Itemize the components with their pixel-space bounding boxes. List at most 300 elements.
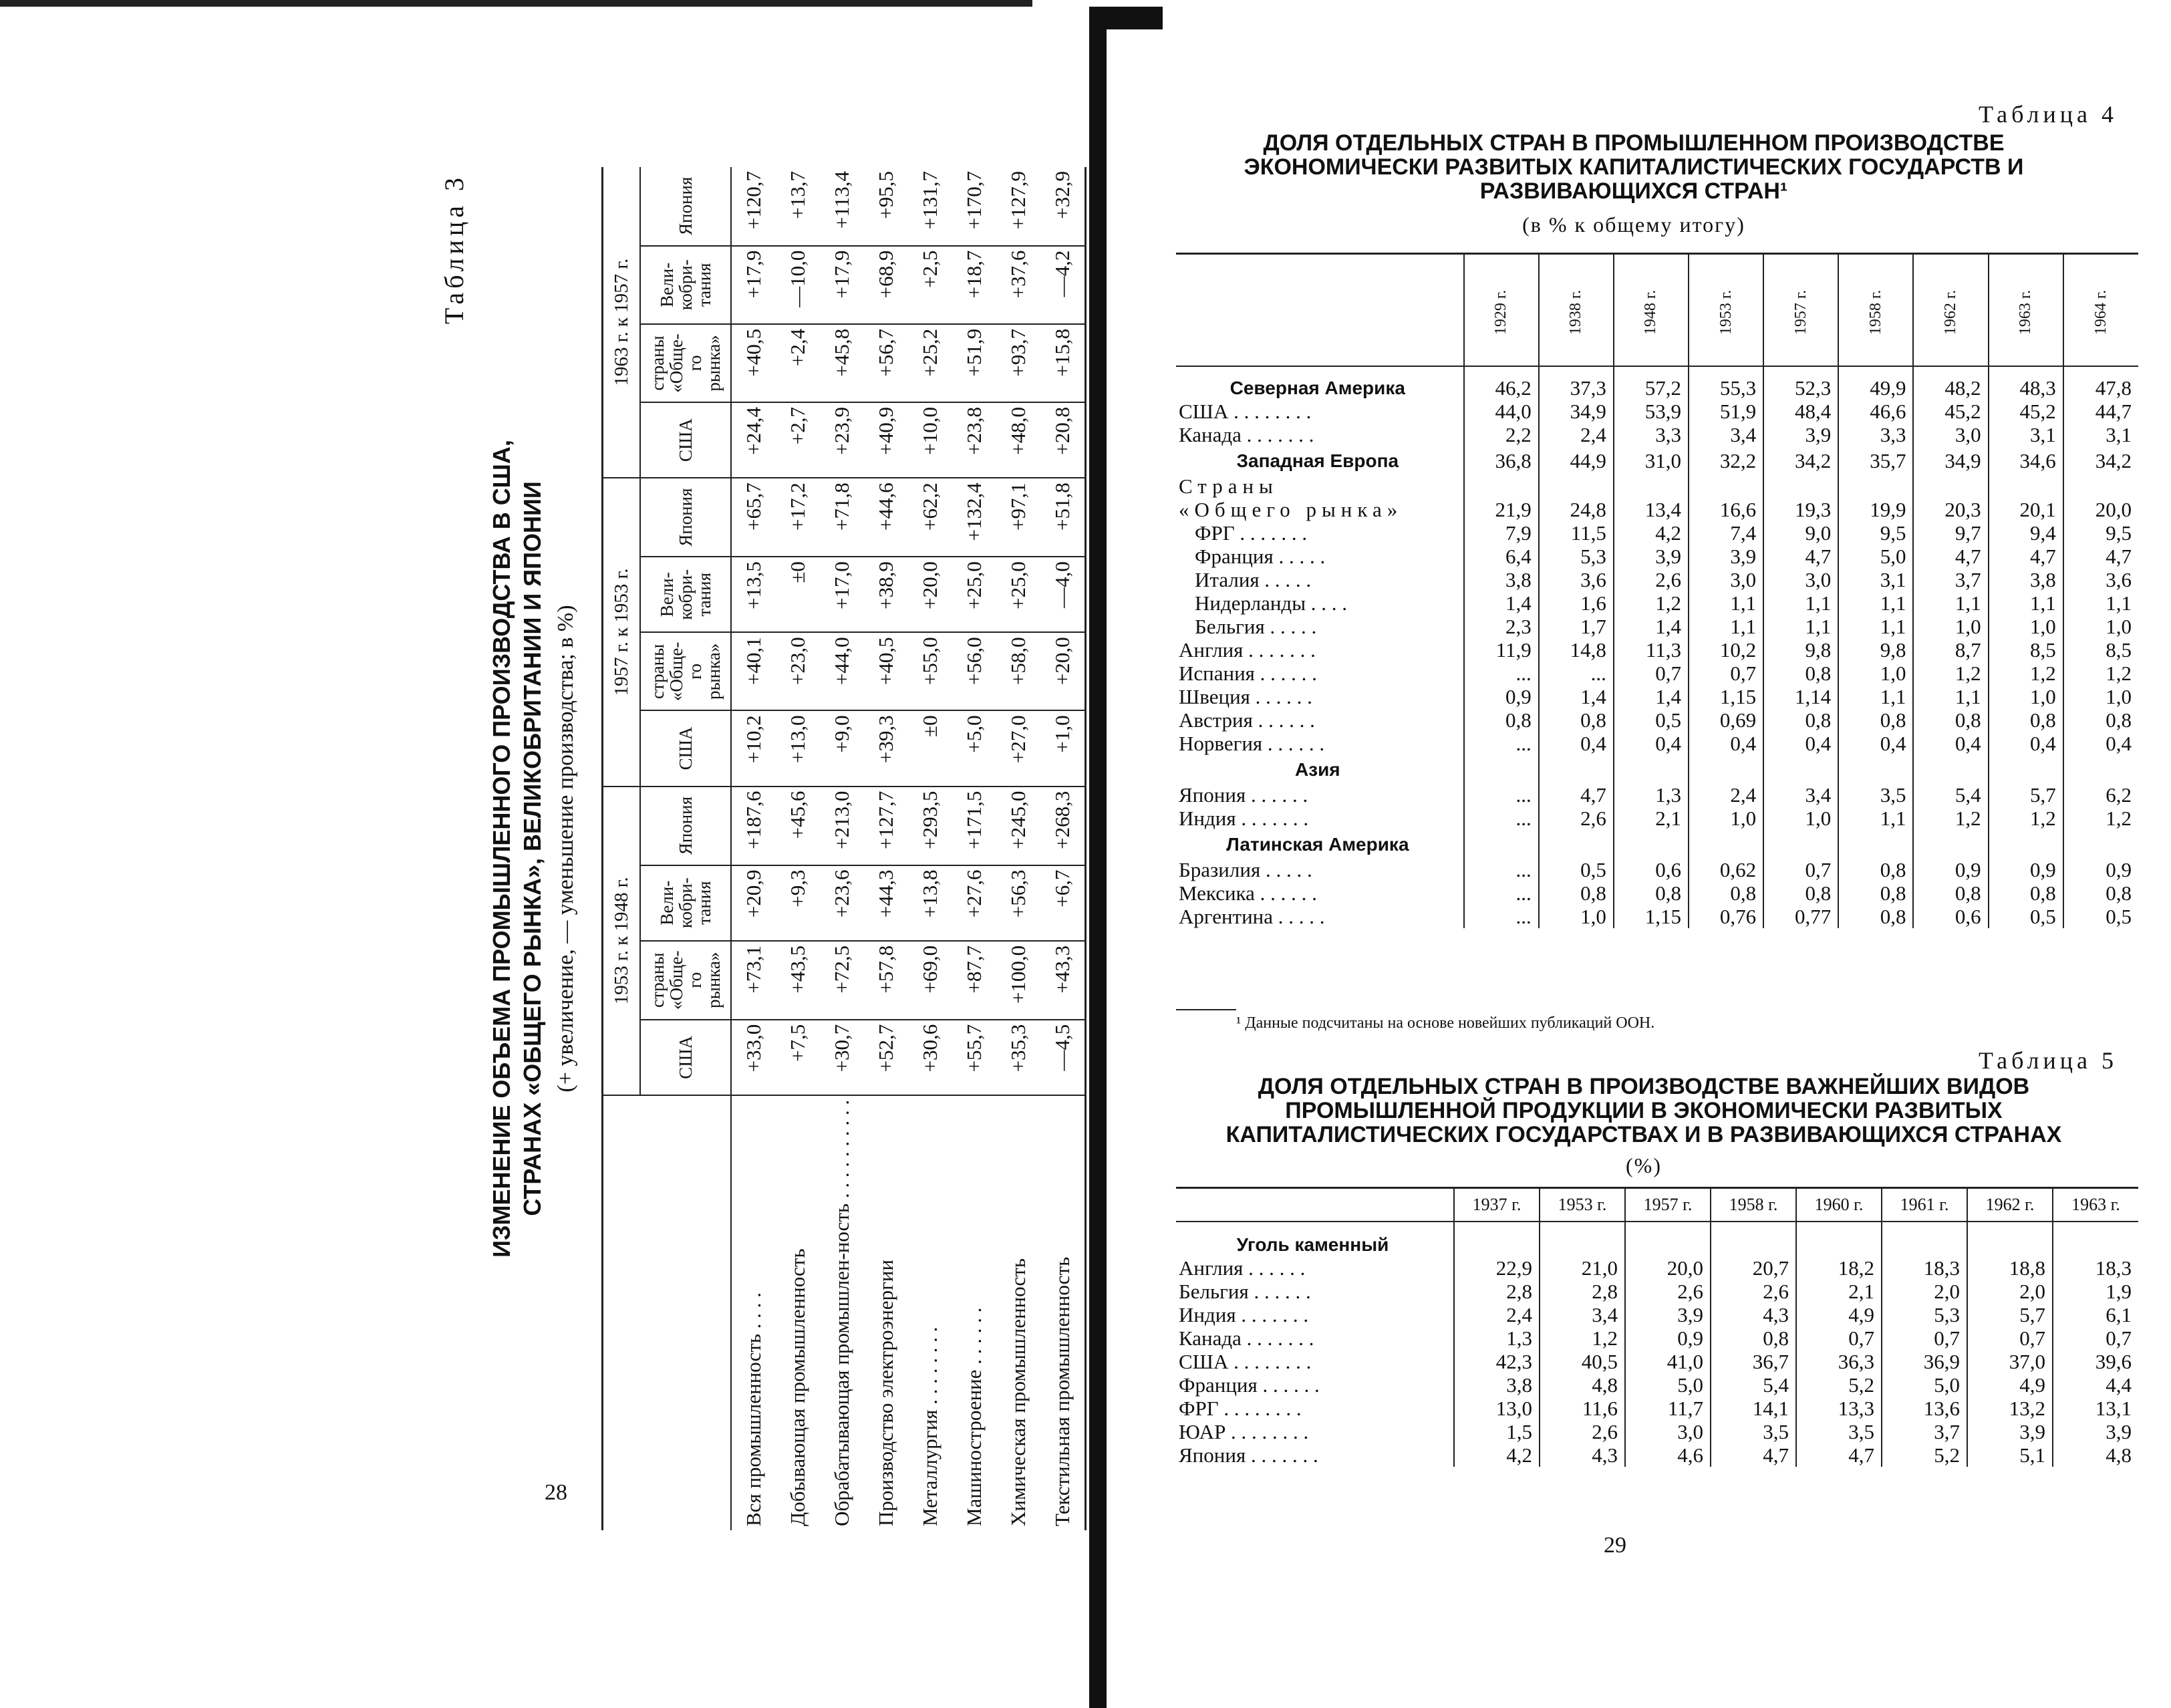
table-row — [952, 167, 996, 1530]
table-cell: +2,5 — [908, 246, 952, 324]
table-row — [1176, 423, 2138, 446]
table-cell: 3,7 — [1882, 1420, 1967, 1443]
table-cell: 41,0 — [1625, 1350, 1711, 1373]
table-cell: 3,8 — [1454, 1373, 1540, 1397]
table-cell: 21,0 — [1540, 1256, 1625, 1280]
table-cell: +57,8 — [864, 941, 908, 1020]
table-cell: +39,3 — [864, 710, 908, 786]
table-cell: 2,8 — [1454, 1280, 1540, 1303]
table-row — [1176, 1280, 2138, 1303]
table-cell: 36,8 — [1464, 446, 1539, 474]
table-cell: 8,7 — [1913, 638, 1988, 662]
table-cell: +20,9 — [731, 865, 776, 941]
table-cell: 2,4 — [1689, 783, 1763, 807]
row-label: «Общего рынка» — [1179, 498, 1403, 521]
table-5-corner — [1176, 1188, 1454, 1222]
table-cell — [1454, 1222, 1540, 1256]
table-cell: 13,3 — [1796, 1397, 1882, 1420]
table-cell: +43,3 — [1040, 941, 1086, 1020]
table-cell: 18,3 — [1882, 1256, 1967, 1280]
table-cell: 3,0 — [1625, 1420, 1711, 1443]
table-cell: +37,6 — [996, 246, 1040, 324]
year-label: 1929 г. — [1492, 289, 1510, 335]
table-cell: 2,6 — [1539, 807, 1614, 830]
table-cell: 2,6 — [1540, 1420, 1625, 1443]
table-cell: 0,9 — [1913, 858, 1988, 881]
table-cell: 1,2 — [1989, 662, 2063, 685]
row-label: Нидерланды . . . . — [1195, 591, 1348, 615]
table-cell: 47,8 — [2063, 366, 2138, 400]
table-5-title: ДОЛЯ ОТДЕЛЬНЫХ СТРАН В ПРОИЗВОДСТВЕ ВАЖНЕЙШИХ ВИДОВ ПРОМЫШЛЕННОЙ ПРОДУКЦИИ В ЭКОНОМИЧЕСКИ РАЗВИТЫХ КАПИТАЛИСТИЧЕСКИХ ГОСУДАРСТВАХ И В РАЗВИВАЮЩИХСЯ СТРАНАХ — [1225, 1074, 2062, 1147]
table-cell: 13,4 — [1614, 498, 1689, 521]
table-cell: 2,0 — [1882, 1280, 1967, 1303]
row-label: Обрабатывающая промышлен-ность . . . . . . . . . . — [830, 1099, 853, 1526]
table-cell: 36,7 — [1711, 1350, 1796, 1373]
table-cell: +56,3 — [996, 865, 1040, 941]
table-cell — [2063, 830, 2138, 858]
table-cell: 1,1 — [1689, 591, 1763, 615]
table-3-title-line2: СТРАНАХ «ОБЩЕГО РЫНКА», ВЕЛИКОБРИТАНИИ И ЯПОНИИ — [519, 481, 546, 1216]
group-label: Уголь каменный — [1236, 1234, 1389, 1255]
table-cell — [1838, 755, 1913, 783]
table-cell: 0,8 — [1711, 1326, 1796, 1350]
table-cell: 55,3 — [1689, 366, 1763, 400]
table-cell: ... — [1464, 732, 1539, 755]
row-label: Вся промышленность . . . . — [742, 1292, 765, 1526]
table-cell: 0,76 — [1689, 905, 1763, 928]
table-cell: 0,4 — [1763, 732, 1838, 755]
table-cell: 2,8 — [1540, 1280, 1625, 1303]
table-cell: 18,8 — [1967, 1256, 2053, 1280]
table-cell: 0,8 — [2063, 881, 2138, 905]
table-cell: 4,7 — [1913, 545, 1988, 568]
table-cell: 1,6 — [1539, 591, 1614, 615]
table-cell: 8,5 — [2063, 638, 2138, 662]
group-row — [1176, 755, 2138, 783]
table-cell: +131,7 — [908, 167, 952, 246]
table-cell: +20,8 — [1040, 402, 1086, 478]
table-cell: 5,7 — [1989, 783, 2063, 807]
table-cell: 4,3 — [1540, 1443, 1625, 1467]
table-cell: 9,4 — [1989, 521, 2063, 545]
table-cell: 0,8 — [2063, 708, 2138, 732]
row-label: Италия . . . . . — [1195, 568, 1312, 591]
table-cell: +55,7 — [952, 1020, 996, 1095]
year-label: 1958 г. — [1866, 289, 1884, 335]
table-cell: 0,7 — [1689, 662, 1763, 685]
table-cell: 1,2 — [1989, 807, 2063, 830]
table-4-title: ДОЛЯ ОТДЕЛЬНЫХ СТРАН В ПРОМЫШЛЕННОМ ПРОИЗВОДСТВЕ ЭКОНОМИЧЕСКИ РАЗВИТЫХ КАПИТАЛИСТИЧЕСКИХ ГОСУДАРСТВ И РАЗВИВАЮЩИХСЯ СТРАН¹ — [1244, 130, 2024, 204]
table-cell: 1,1 — [1838, 807, 1913, 830]
left-page — [0, 0, 1074, 1708]
table-cell: 7,9 — [1464, 521, 1539, 545]
table-cell: 3,4 — [1763, 783, 1838, 807]
table-cell: 1,4 — [1614, 615, 1689, 638]
table-cell: ... — [1464, 783, 1539, 807]
table-cell: 44,0 — [1464, 400, 1539, 423]
table-cell: 32,2 — [1689, 446, 1763, 474]
table-cell: 0,4 — [1989, 732, 2063, 755]
table-cell: 4,7 — [1711, 1443, 1796, 1467]
table-cell: 16,6 — [1689, 498, 1763, 521]
table-cell: 0,8 — [1838, 708, 1913, 732]
table-cell: 5,1 — [1967, 1443, 2053, 1467]
table-cell: +44,3 — [864, 865, 908, 941]
table-cell — [2063, 755, 2138, 783]
table-cell: +51,8 — [1040, 478, 1086, 557]
row-label: Швеция . . . . . . — [1179, 685, 1312, 708]
table-cell: 0,7 — [1882, 1326, 1967, 1350]
table-cell: 1,3 — [1614, 783, 1689, 807]
table-cell: 0,5 — [1614, 708, 1689, 732]
table-cell: 0,7 — [1796, 1326, 1882, 1350]
table-cell: 40,5 — [1540, 1350, 1625, 1373]
table-cell: +113,4 — [820, 167, 864, 246]
table-cell: +44,6 — [864, 478, 908, 557]
table-cell: 4,4 — [2053, 1373, 2138, 1397]
table-cell: 0,7 — [1763, 858, 1838, 881]
table-cell — [1967, 1222, 2053, 1256]
table-cell — [1838, 474, 1913, 498]
table-cell: 35,7 — [1838, 446, 1913, 474]
table-cell: 1,2 — [2063, 807, 2138, 830]
table-cell: +73,1 — [731, 941, 776, 1020]
table-cell: 3,1 — [2063, 423, 2138, 446]
row-label: Австрия . . . . . . — [1179, 708, 1315, 732]
year-label: 1962 г. — [1942, 289, 1960, 335]
table-4-footnote: ¹ Данные подсчитаны на основе новейших публикаций ООН. — [1236, 1014, 1655, 1032]
page-number-left: 28 — [545, 1480, 567, 1505]
year-header — [1913, 254, 1988, 367]
table-row — [1176, 685, 2138, 708]
row-label: Машиностроение . . . . . . — [962, 1307, 986, 1526]
table-cell: 20,1 — [1989, 498, 2063, 521]
table-cell: 39,6 — [2053, 1350, 2138, 1373]
table-cell: 5,4 — [1711, 1373, 1796, 1397]
table-cell: +55,0 — [908, 632, 952, 710]
table-row — [1176, 615, 2138, 638]
table-cell: 3,9 — [1614, 545, 1689, 568]
table-cell: +25,0 — [996, 557, 1040, 632]
table-cell: 0,8 — [1689, 881, 1763, 905]
table-cell: 3,9 — [1625, 1303, 1711, 1326]
table-cell: 19,9 — [1838, 498, 1913, 521]
row-label: Англия . . . . . . — [1179, 1256, 1306, 1280]
row-label: Бельгия . . . . . — [1195, 615, 1317, 638]
table-cell: 4,2 — [1454, 1443, 1540, 1467]
table-cell: 34,9 — [1913, 446, 1988, 474]
table-cell: 1,4 — [1464, 591, 1539, 615]
table-cell: 4,9 — [1796, 1303, 1882, 1326]
table-cell — [1763, 830, 1838, 858]
table-cell: 1,1 — [1763, 591, 1838, 615]
table-row — [1176, 568, 2138, 591]
table-cell: 4,7 — [2063, 545, 2138, 568]
table-5 — [1176, 1187, 2138, 1467]
table-cell: 7,4 — [1689, 521, 1763, 545]
year-header — [1689, 254, 1763, 367]
table-cell: 3,5 — [1838, 783, 1913, 807]
table-cell: +9,3 — [776, 865, 820, 941]
table-cell: 13,6 — [1882, 1397, 1967, 1420]
table-cell: 5,0 — [1838, 545, 1913, 568]
table-3-corner — [603, 1095, 732, 1530]
table-cell — [1913, 830, 1988, 858]
year-header: 1957 г. — [1625, 1188, 1711, 1222]
table-cell: 9,5 — [1838, 521, 1913, 545]
year-header — [1838, 254, 1913, 367]
table-cell: 2,1 — [1614, 807, 1689, 830]
table-row — [1176, 400, 2138, 423]
row-label: Аргентина . . . . . — [1179, 905, 1325, 928]
table-cell — [1464, 755, 1539, 783]
footnote-rule — [1176, 1009, 1236, 1010]
table-cell: +132,4 — [952, 478, 996, 557]
table-cell: 4,3 — [1711, 1303, 1796, 1326]
table-cell: +40,5 — [731, 324, 776, 402]
row-label: Франция . . . . . . — [1179, 1373, 1320, 1397]
table-cell: 0,9 — [1464, 685, 1539, 708]
table-cell: 9,5 — [2063, 521, 2138, 545]
table-cell: 4,7 — [1796, 1443, 1882, 1467]
table-cell: 0,6 — [1913, 905, 1988, 928]
table-cell: +68,9 — [864, 246, 908, 324]
table-cell: 1,14 — [1763, 685, 1838, 708]
year-header: 1961 г. — [1882, 1188, 1967, 1222]
year-label: 1938 г. — [1567, 289, 1585, 335]
table-cell: —10,0 — [776, 246, 820, 324]
table-4 — [1176, 253, 2138, 928]
table-cell: 1,1 — [1763, 615, 1838, 638]
table-cell: 11,6 — [1540, 1397, 1625, 1420]
year-header — [1464, 254, 1539, 367]
table-cell: 9,0 — [1763, 521, 1838, 545]
table-cell: +25,0 — [952, 557, 996, 632]
row-label: Франция . . . . . — [1195, 545, 1326, 568]
column-header: Вели-кобри-тания — [640, 865, 731, 941]
table-cell: 31,0 — [1614, 446, 1689, 474]
table-cell: 0,9 — [2063, 858, 2138, 881]
table-cell: 0,9 — [1625, 1326, 1711, 1350]
table-cell — [1539, 474, 1614, 498]
table-row — [1176, 1256, 2138, 1280]
table-cell: 1,0 — [1913, 615, 1988, 638]
column-header: Вели-кобри-тания — [640, 246, 731, 324]
column-header: страны «Обще-го рынка» — [640, 941, 731, 1020]
table-cell: 5,2 — [1796, 1373, 1882, 1397]
row-label: Добывающая промышленность — [786, 1248, 809, 1526]
table-cell: ... — [1464, 807, 1539, 830]
table-cell: +56,0 — [952, 632, 996, 710]
table-cell: 1,1 — [1689, 615, 1763, 638]
table-cell: 44,7 — [2063, 400, 2138, 423]
table-cell: +40,1 — [731, 632, 776, 710]
table-cell — [1614, 755, 1689, 783]
table-cell: 0,7 — [1967, 1326, 2053, 1350]
table-row — [1176, 474, 2138, 498]
table-cell: 3,5 — [1711, 1420, 1796, 1443]
table-cell: 18,3 — [2053, 1256, 2138, 1280]
table-cell: 20,0 — [2063, 498, 2138, 521]
table-cell: 3,5 — [1796, 1420, 1882, 1443]
table-cell: 10,2 — [1689, 638, 1763, 662]
table-cell: +40,5 — [864, 632, 908, 710]
table-cell — [1539, 830, 1614, 858]
table-cell: 3,0 — [1689, 568, 1763, 591]
table-cell: +48,0 — [996, 402, 1040, 478]
table-cell: +72,5 — [820, 941, 864, 1020]
table-cell: +20,0 — [908, 557, 952, 632]
period-header: 1953 г. к 1948 г. — [603, 787, 641, 1095]
table-cell: +17,2 — [776, 478, 820, 557]
table-cell: 5,7 — [1967, 1303, 2053, 1326]
table-cell: 0,9 — [1989, 858, 2063, 881]
table-cell: 4,7 — [1989, 545, 2063, 568]
table-cell — [1689, 474, 1763, 498]
column-header: Вели-кобри-тания — [640, 557, 731, 632]
table-cell: +6,7 — [1040, 865, 1086, 941]
year-header — [2063, 254, 2138, 367]
table-cell: +120,7 — [731, 167, 776, 246]
table-cell — [1763, 755, 1838, 783]
table-cell: 9,7 — [1913, 521, 1988, 545]
table-cell: 0,5 — [1539, 858, 1614, 881]
table-3-title-line1: ИЗМЕНЕНИЕ ОБЪЕМА ПРОМЫШЛЕННОГО ПРОИЗВОДСТВА В США, — [488, 440, 515, 1258]
table-cell: +93,7 — [996, 324, 1040, 402]
year-header: 1963 г. — [2053, 1188, 2138, 1222]
table-cell: +45,8 — [820, 324, 864, 402]
right-page — [1109, 0, 2171, 1708]
table-cell: +58,0 — [996, 632, 1040, 710]
row-label: Западная Европа — [1236, 450, 1399, 471]
table-cell: 3,9 — [1967, 1420, 2053, 1443]
row-label: Текстильная промышленность — [1040, 1095, 1086, 1530]
table-cell: 0,4 — [1913, 732, 1988, 755]
group-row — [1176, 446, 2138, 474]
table-cell — [1464, 830, 1539, 858]
table-cell: 1,1 — [1838, 615, 1913, 638]
table-cell: +17,9 — [820, 246, 864, 324]
table-row — [1176, 1443, 2138, 1467]
table-cell: 1,0 — [1838, 662, 1913, 685]
table-row — [1176, 1303, 2138, 1326]
table-cell: 21,9 — [1464, 498, 1539, 521]
table-cell: 0,8 — [1763, 662, 1838, 685]
table-cell: +97,1 — [996, 478, 1040, 557]
table-row — [1176, 1350, 2138, 1373]
table-cell: +23,6 — [820, 865, 864, 941]
table-cell: 5,3 — [1539, 545, 1614, 568]
table-row — [1176, 858, 2138, 881]
table-cell: 45,2 — [1989, 400, 2063, 423]
table-cell: 2,6 — [1614, 568, 1689, 591]
table-cell: 34,2 — [2063, 446, 2138, 474]
table-cell: 0,8 — [1838, 905, 1913, 928]
table-cell: 45,2 — [1913, 400, 1988, 423]
table-cell — [1913, 474, 1988, 498]
table-cell: +71,8 — [820, 478, 864, 557]
table-cell: 1,0 — [2063, 615, 2138, 638]
table-cell: 0,77 — [1763, 905, 1838, 928]
row-label: Испания . . . . . . — [1179, 662, 1317, 685]
table-cell: +171,5 — [952, 787, 996, 865]
table-cell: 19,3 — [1763, 498, 1838, 521]
table-cell: 0,8 — [1464, 708, 1539, 732]
table-cell: 3,8 — [1464, 568, 1539, 591]
year-header: 1960 г. — [1796, 1188, 1882, 1222]
table-cell: +127,9 — [996, 167, 1040, 246]
table-cell: 14,8 — [1539, 638, 1614, 662]
table-cell: 4,9 — [1967, 1373, 2053, 1397]
table-cell: ... — [1464, 662, 1539, 685]
table-cell: 46,6 — [1838, 400, 1913, 423]
table-cell: +32,9 — [1040, 167, 1086, 246]
year-label: 1964 г. — [2091, 289, 2110, 335]
group-row — [1176, 830, 2138, 858]
table-cell: 4,8 — [1540, 1373, 1625, 1397]
table-cell: ... — [1464, 905, 1539, 928]
table-cell: 2,0 — [1967, 1280, 2053, 1303]
table-cell: 1,2 — [1913, 807, 1988, 830]
table-cell: 1,1 — [1838, 685, 1913, 708]
row-label: Норвегия . . . . . . — [1179, 732, 1325, 755]
table-cell — [1796, 1222, 1882, 1256]
table-cell: +1,0 — [1040, 710, 1086, 786]
table-cell: +30,7 — [820, 1020, 864, 1095]
table-cell: ... — [1464, 881, 1539, 905]
table-cell: +25,2 — [908, 324, 952, 402]
table-cell — [1689, 755, 1763, 783]
row-label: Англия . . . . . . . — [1179, 638, 1316, 662]
table-cell: 0,8 — [1838, 881, 1913, 905]
table-cell: +2,4 — [776, 324, 820, 402]
table-cell: 3,0 — [1763, 568, 1838, 591]
table-cell — [1689, 830, 1763, 858]
table-cell: 34,9 — [1539, 400, 1614, 423]
table-cell: 1,1 — [1838, 591, 1913, 615]
table-cell: 5,0 — [1625, 1373, 1711, 1397]
table-cell: 3,1 — [1989, 423, 2063, 446]
table-row — [1040, 167, 1086, 1530]
table-cell: 1,1 — [1913, 685, 1988, 708]
table-cell: 8,5 — [1989, 638, 2063, 662]
column-header: страны «Обще-го рынка» — [640, 632, 731, 710]
table-cell: +20,0 — [1040, 632, 1086, 710]
table-cell: +69,0 — [908, 941, 952, 1020]
table-row — [996, 167, 1040, 1530]
year-header — [1539, 254, 1614, 367]
table-cell: —4,0 — [1040, 557, 1086, 632]
table-cell: 46,2 — [1464, 366, 1539, 400]
table-cell: 48,2 — [1913, 366, 1988, 400]
row-label: США . . . . . . . . — [1179, 400, 1312, 423]
table-cell: 1,9 — [2053, 1280, 2138, 1303]
table-cell: 1,1 — [1913, 591, 1988, 615]
table-cell: 4,8 — [2053, 1443, 2138, 1467]
year-label: 1953 г. — [1717, 289, 1735, 335]
row-label: Северная Америка — [1229, 378, 1405, 398]
year-header: 1953 г. — [1540, 1188, 1625, 1222]
year-label: 1963 г. — [2017, 289, 2035, 335]
table-cell: 18,2 — [1796, 1256, 1882, 1280]
table-row — [1176, 545, 2138, 568]
group-row — [1176, 1222, 2138, 1256]
table-cell: —4,2 — [1040, 246, 1086, 324]
table-cell — [1763, 474, 1838, 498]
table-cell: 0,5 — [1989, 905, 2063, 928]
table-cell: +23,9 — [820, 402, 864, 478]
year-label: 1957 г. — [1791, 289, 1810, 335]
